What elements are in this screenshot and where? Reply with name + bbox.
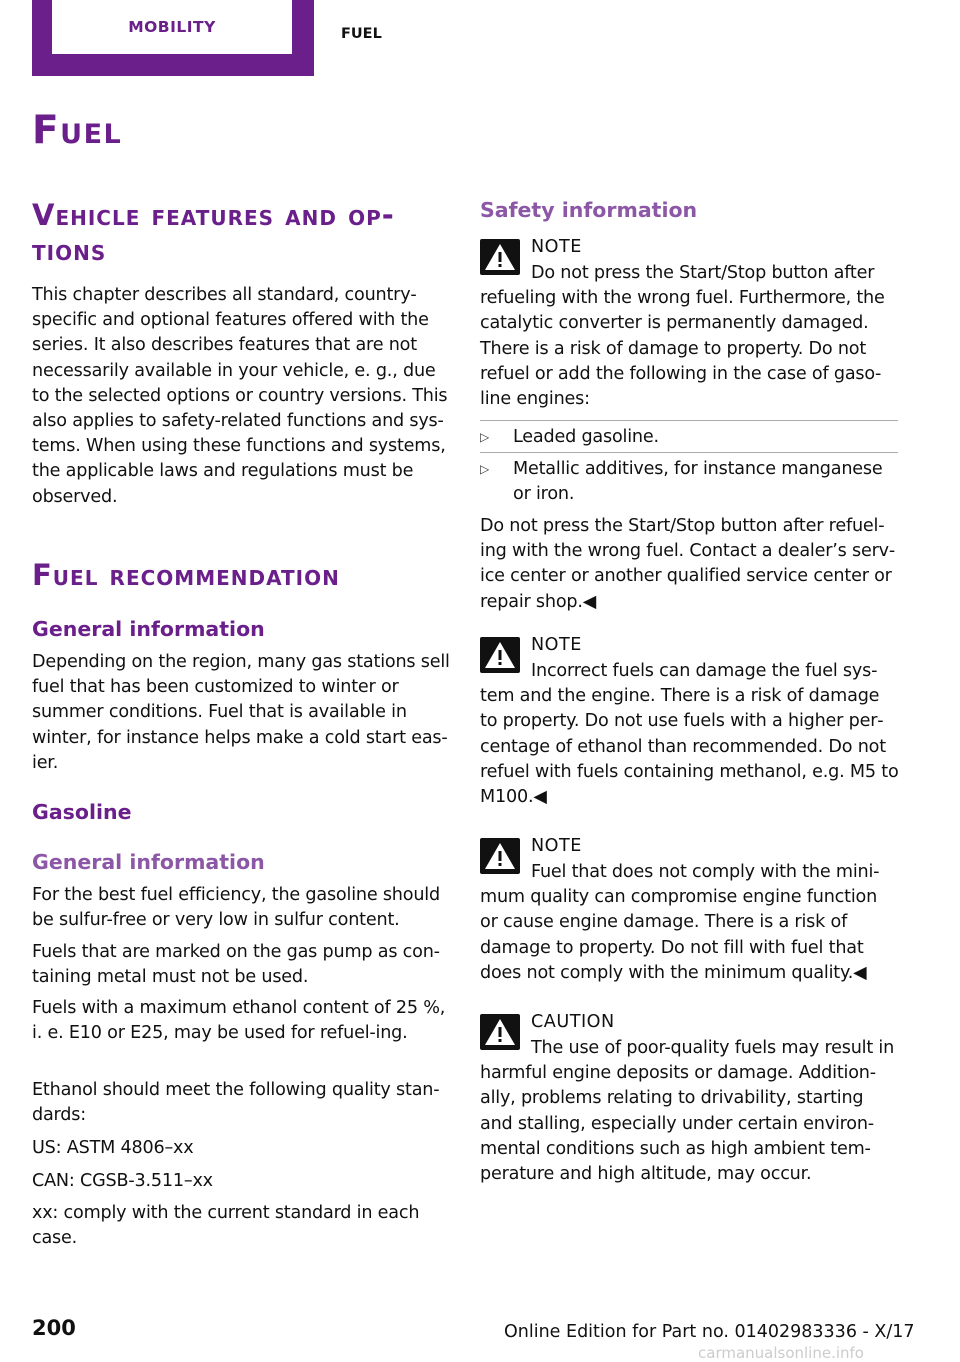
gasoline-paragraph-2: Fuels that are marked on the gas pump as con‐taining metal must not be used. [32, 942, 440, 988]
gasoline-standard-us: US: ASTM 4806–xx [32, 1138, 194, 1158]
gasoline-paragraph-4: Ethanol should meet the following quality stan‐dards: [32, 1080, 440, 1126]
note-1-followup-text: Do not press the Start/Stop button after refuel‐ing with the wrong fuel. Contact a dealer’s serv‐ice center or another qualified service center or repair shop.◀ [480, 516, 896, 612]
page-title: Fuel [32, 108, 123, 153]
heading-gasoline-general-information: General information [32, 850, 265, 874]
caution-text: The use of poor-quality fuels may result in harmful engine deposits or damage. Addition‐ally, problems relating to drivability, starting and stalling, especially under certain environ‐mental conditions such as high ambient tem‐perature and high altitude, may occur. [480, 1038, 895, 1185]
note-2-label: NOTE [531, 635, 582, 655]
bullet-triangle-icon: ▷ [480, 462, 490, 476]
heading-safety-information: Safety information [480, 198, 698, 222]
heading-gasoline: Gasoline [32, 800, 132, 824]
general-information-text: Depending on the region, many gas stations sell fuel that has been customized to winter or summer conditions. Fuel that is available in winter, for instance helps make a cold start eas‐ier. [32, 652, 450, 773]
note-3-text: Fuel that does not comply with the mini‐mum quality can compromise engine function or cause engine damage. There is a risk of damage to property. Do not fill with fuel that does not comply with the minimum quality.◀ [480, 862, 880, 983]
bullet-separator [480, 452, 898, 453]
bullet-triangle-icon: ▷ [480, 430, 490, 444]
heading-fuel-recommendation: Fuel recommendation [32, 558, 340, 592]
heading-vehicle-features: Vehicle features and op‐ tions [32, 198, 395, 267]
list-item-text: Metallic additives, for instance manganese or iron. [513, 459, 883, 505]
header-tab-label: MOBILITY [128, 18, 216, 36]
vehicle-features-text: This chapter describes all standard, country‐specific and optional features offered with the series. It also describes features that are not necessarily available in your vehicle, e. g., due to the selected options or country versions. This also applies to safety-related functions and sys‐tems. When using these functions and systems, the applicable laws and regulations must be observed. [32, 285, 448, 507]
note-1-label: NOTE [531, 237, 582, 257]
heading-general-information: General information [32, 617, 265, 641]
note-1-text: Do not press the Start/Stop button after refueling with the wrong fuel. Furthermore, the catalytic converter is permanently damaged. There is a risk of damage to property. Do not refuel or add the following in the case of gaso‐line engines: [480, 263, 885, 410]
footer-edition: Online Edition for Part no. 01402983336 - X/17 [504, 1322, 915, 1342]
gasoline-paragraph-3: Fuels with a maximum ethanol content of 25 %, i. e. E10 or E25, may be used for refuel‐ing. [32, 998, 446, 1044]
page-number: 200 [32, 1316, 76, 1340]
header-section-label: FUEL [341, 26, 382, 42]
note-2-text: Incorrect fuels can damage the fuel sys‐tem and the engine. There is a risk of damage to property. Do not use fuels with a higher per‐centage of ethanol than recommended. Do not refuel with fuels containing methanol, e.g. M5 to M100.◀ [480, 661, 899, 808]
list-item-text: Leaded gasoline. [513, 427, 659, 447]
gasoline-paragraph-7: xx: comply with the current standard in each case. [32, 1203, 420, 1249]
bullet-separator [480, 420, 898, 421]
gasoline-standard-can: CAN: CGSB-3.511–xx [32, 1171, 213, 1191]
caution-label: CAUTION [531, 1012, 615, 1032]
header-tab-inner [52, 0, 292, 54]
note-3-label: NOTE [531, 836, 582, 856]
watermark: carmanualsonline.info [698, 1344, 864, 1362]
gasoline-paragraph-1: For the best fuel efficiency, the gasoline should be sulfur-free or very low in sulfur content. [32, 885, 440, 931]
